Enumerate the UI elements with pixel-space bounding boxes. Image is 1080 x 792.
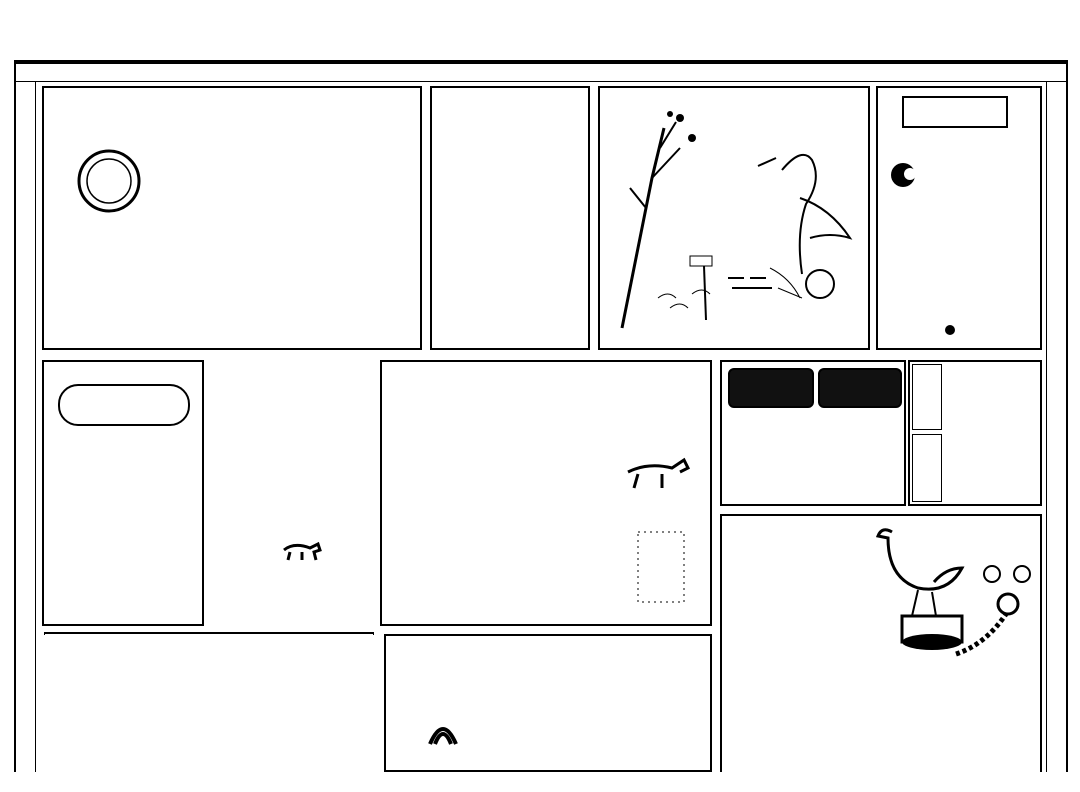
special-open-tag bbox=[818, 368, 902, 408]
special-code-panel bbox=[42, 360, 204, 626]
lucky-six-panel bbox=[430, 86, 590, 350]
stat-cell bbox=[912, 364, 942, 430]
horse-and-figure-illustration bbox=[618, 452, 708, 622]
poem-column bbox=[210, 360, 370, 626]
issue-header bbox=[45, 633, 109, 634]
masthead-logo bbox=[42, 86, 422, 350]
footer-statement bbox=[0, 772, 1080, 792]
seek-code-title bbox=[902, 96, 1008, 128]
history-grid bbox=[44, 632, 374, 634]
riddle-picture-panel bbox=[598, 86, 870, 350]
goose-and-coins-illustration bbox=[862, 520, 1040, 668]
rainbow-arc-icon bbox=[426, 704, 460, 760]
total-open-tag bbox=[728, 368, 814, 408]
marquee-strip-left bbox=[16, 82, 36, 772]
spirit-code-panel bbox=[380, 360, 712, 626]
seal-stamp-icon bbox=[74, 146, 144, 216]
marquee-strip-right bbox=[1046, 82, 1066, 772]
crane-and-tree-illustration bbox=[600, 88, 868, 348]
stat-cell bbox=[912, 434, 942, 502]
moon-icon bbox=[890, 162, 916, 188]
seek-code-panel bbox=[876, 86, 1042, 350]
special-code-title bbox=[58, 384, 190, 426]
dot-icon bbox=[944, 324, 956, 336]
tiger-icon bbox=[280, 540, 324, 562]
trend-header bbox=[314, 633, 374, 634]
result-header bbox=[109, 633, 314, 634]
header bbox=[0, 0, 1080, 62]
history-table bbox=[44, 632, 374, 770]
solution-panel bbox=[720, 514, 1042, 776]
stat-panel bbox=[908, 360, 1042, 506]
ball-row-panel bbox=[384, 634, 712, 772]
result-panel bbox=[720, 360, 906, 506]
marquee-strip-top bbox=[16, 62, 1066, 82]
